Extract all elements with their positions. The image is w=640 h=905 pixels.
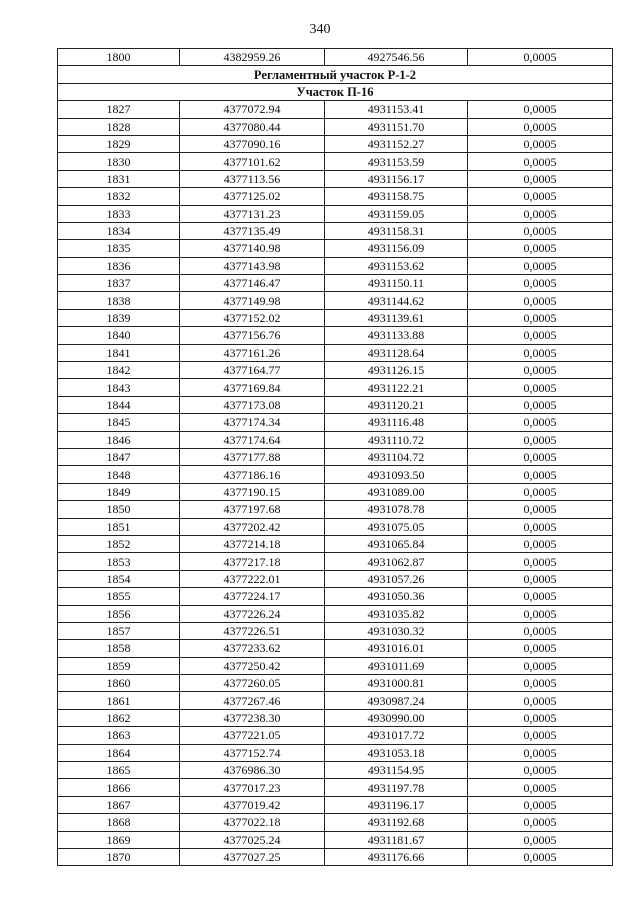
y-coordinate: 4931116.48 <box>325 414 468 431</box>
y-coordinate: 4931196.17 <box>325 796 468 813</box>
y-coordinate: 4931158.75 <box>325 188 468 205</box>
accuracy-value: 0,0005 <box>468 762 613 779</box>
point-number: 1841 <box>58 344 180 361</box>
y-coordinate: 4931104.72 <box>325 448 468 465</box>
accuracy-value: 0,0005 <box>468 240 613 257</box>
x-coordinate: 4377113.56 <box>180 170 325 187</box>
x-coordinate: 4377238.30 <box>180 709 325 726</box>
point-number: 1868 <box>58 814 180 831</box>
point-number: 1851 <box>58 518 180 535</box>
x-coordinate: 4377125.02 <box>180 188 325 205</box>
x-coordinate: 4377143.98 <box>180 257 325 274</box>
y-coordinate: 4931093.50 <box>325 466 468 483</box>
accuracy-value: 0,0005 <box>468 483 613 500</box>
y-coordinate: 4931075.05 <box>325 518 468 535</box>
y-coordinate: 4931156.17 <box>325 170 468 187</box>
table-row <box>58 205 613 222</box>
accuracy-value: 0,0005 <box>468 640 613 657</box>
x-coordinate: 4377156.76 <box>180 327 325 344</box>
y-coordinate: 4931078.78 <box>325 501 468 518</box>
accuracy-value: 0,0005 <box>468 153 613 170</box>
point-number: 1853 <box>58 553 180 570</box>
accuracy-value: 0,0005 <box>468 275 613 292</box>
accuracy-value: 0,0005 <box>468 135 613 152</box>
point-number: 1835 <box>58 240 180 257</box>
accuracy-value: 0,0005 <box>468 657 613 674</box>
x-coordinate: 4377233.62 <box>180 640 325 657</box>
table-row <box>58 518 613 535</box>
x-coordinate: 4377226.51 <box>180 622 325 639</box>
x-coordinate: 4377146.47 <box>180 275 325 292</box>
y-coordinate: 4927546.56 <box>325 49 468 66</box>
table-row <box>58 344 613 361</box>
y-coordinate: 4930987.24 <box>325 692 468 709</box>
x-coordinate: 4377027.25 <box>180 848 325 865</box>
table-row <box>58 118 613 135</box>
table-row <box>58 831 613 848</box>
accuracy-value: 0,0005 <box>468 675 613 692</box>
table-row <box>58 675 613 692</box>
accuracy-value: 0,0005 <box>468 362 613 379</box>
point-number: 1860 <box>58 675 180 692</box>
x-coordinate: 4377025.24 <box>180 831 325 848</box>
y-coordinate: 4931017.72 <box>325 727 468 744</box>
y-coordinate: 4931122.21 <box>325 379 468 396</box>
accuracy-value: 0,0005 <box>468 501 613 518</box>
x-coordinate: 4377131.23 <box>180 205 325 222</box>
y-coordinate: 4930990.00 <box>325 709 468 726</box>
y-coordinate: 4931153.62 <box>325 257 468 274</box>
point-number: 1836 <box>58 257 180 274</box>
y-coordinate: 4931110.72 <box>325 431 468 448</box>
x-coordinate: 4377161.26 <box>180 344 325 361</box>
table-row <box>58 483 613 500</box>
table-row <box>58 814 613 831</box>
table-row <box>58 327 613 344</box>
point-number: 1842 <box>58 362 180 379</box>
y-coordinate: 4931150.11 <box>325 275 468 292</box>
point-number: 1862 <box>58 709 180 726</box>
point-number: 1863 <box>58 727 180 744</box>
point-number: 1845 <box>58 414 180 431</box>
x-coordinate: 4377101.62 <box>180 153 325 170</box>
table-row <box>58 292 613 309</box>
point-number: 1869 <box>58 831 180 848</box>
x-coordinate: 4377169.84 <box>180 379 325 396</box>
table-row <box>58 49 613 66</box>
point-number: 1867 <box>58 796 180 813</box>
x-coordinate: 4377202.42 <box>180 518 325 535</box>
table-row <box>58 709 613 726</box>
point-number: 1855 <box>58 588 180 605</box>
accuracy-value: 0,0005 <box>468 327 613 344</box>
table-row <box>58 135 613 152</box>
table-row <box>58 657 613 674</box>
accuracy-value: 0,0005 <box>468 379 613 396</box>
y-coordinate: 4931139.61 <box>325 309 468 326</box>
table-row <box>58 379 613 396</box>
x-coordinate: 4377152.02 <box>180 309 325 326</box>
y-coordinate: 4931030.32 <box>325 622 468 639</box>
table-row <box>58 762 613 779</box>
accuracy-value: 0,0005 <box>468 257 613 274</box>
y-coordinate: 4931192.68 <box>325 814 468 831</box>
y-coordinate: 4931120.21 <box>325 396 468 413</box>
accuracy-value: 0,0005 <box>468 622 613 639</box>
y-coordinate: 4931057.26 <box>325 570 468 587</box>
section-row <box>58 83 613 100</box>
point-number: 1831 <box>58 170 180 187</box>
table-row <box>58 153 613 170</box>
accuracy-value: 0,0005 <box>468 605 613 622</box>
x-coordinate: 4376986.30 <box>180 762 325 779</box>
table-row <box>58 448 613 465</box>
y-coordinate: 4931011.69 <box>325 657 468 674</box>
table-row <box>58 622 613 639</box>
accuracy-value: 0,0005 <box>468 535 613 552</box>
x-coordinate: 4377267.46 <box>180 692 325 709</box>
accuracy-value: 0,0005 <box>468 692 613 709</box>
y-coordinate: 4931181.67 <box>325 831 468 848</box>
x-coordinate: 4377173.08 <box>180 396 325 413</box>
y-coordinate: 4931176.66 <box>325 848 468 865</box>
table-row <box>58 466 613 483</box>
y-coordinate: 4931000.81 <box>325 675 468 692</box>
accuracy-value: 0,0005 <box>468 414 613 431</box>
table-row <box>58 727 613 744</box>
y-coordinate: 4931159.05 <box>325 205 468 222</box>
table-row <box>58 222 613 239</box>
y-coordinate: 4931197.78 <box>325 779 468 796</box>
y-coordinate: 4931016.01 <box>325 640 468 657</box>
accuracy-value: 0,0005 <box>468 188 613 205</box>
x-coordinate: 4377072.94 <box>180 101 325 118</box>
x-coordinate: 4377149.98 <box>180 292 325 309</box>
x-coordinate: 4377080.44 <box>180 118 325 135</box>
accuracy-value: 0,0005 <box>468 205 613 222</box>
accuracy-value: 0,0005 <box>468 779 613 796</box>
table-row <box>58 605 613 622</box>
point-number: 1864 <box>58 744 180 761</box>
table-row <box>58 188 613 205</box>
table-row <box>58 170 613 187</box>
table-row <box>58 640 613 657</box>
table-row <box>58 553 613 570</box>
accuracy-value: 0,0005 <box>468 309 613 326</box>
y-coordinate: 4931050.36 <box>325 588 468 605</box>
table-row <box>58 588 613 605</box>
table-row <box>58 692 613 709</box>
y-coordinate: 4931158.31 <box>325 222 468 239</box>
table-row <box>58 501 613 518</box>
table-row <box>58 570 613 587</box>
y-coordinate: 4931128.64 <box>325 344 468 361</box>
point-number: 1866 <box>58 779 180 796</box>
x-coordinate: 4377226.24 <box>180 605 325 622</box>
y-coordinate: 4931154.95 <box>325 762 468 779</box>
y-coordinate: 4931153.59 <box>325 153 468 170</box>
point-number: 1837 <box>58 275 180 292</box>
x-coordinate: 4377174.64 <box>180 431 325 448</box>
point-number: 1800 <box>58 49 180 66</box>
x-coordinate: 4377197.68 <box>180 501 325 518</box>
x-coordinate: 4377224.17 <box>180 588 325 605</box>
point-number: 1857 <box>58 622 180 639</box>
x-coordinate: 4377140.98 <box>180 240 325 257</box>
point-number: 1856 <box>58 605 180 622</box>
accuracy-value: 0,0005 <box>468 49 613 66</box>
y-coordinate: 4931133.88 <box>325 327 468 344</box>
accuracy-value: 0,0005 <box>468 101 613 118</box>
accuracy-value: 0,0005 <box>468 814 613 831</box>
accuracy-value: 0,0005 <box>468 553 613 570</box>
point-number: 1838 <box>58 292 180 309</box>
table-row <box>58 309 613 326</box>
point-number: 1858 <box>58 640 180 657</box>
table-row <box>58 275 613 292</box>
point-number: 1843 <box>58 379 180 396</box>
accuracy-value: 0,0005 <box>468 744 613 761</box>
x-coordinate: 4377022.18 <box>180 814 325 831</box>
y-coordinate: 4931126.15 <box>325 362 468 379</box>
table-row <box>58 362 613 379</box>
accuracy-value: 0,0005 <box>468 170 613 187</box>
y-coordinate: 4931089.00 <box>325 483 468 500</box>
accuracy-value: 0,0005 <box>468 431 613 448</box>
section-title-plot: Участок П-16 <box>58 83 613 100</box>
point-number: 1854 <box>58 570 180 587</box>
y-coordinate: 4931035.82 <box>325 605 468 622</box>
point-number: 1859 <box>58 657 180 674</box>
x-coordinate: 4377174.34 <box>180 414 325 431</box>
point-number: 1844 <box>58 396 180 413</box>
table-row <box>58 257 613 274</box>
point-number: 1846 <box>58 431 180 448</box>
table-row <box>58 414 613 431</box>
accuracy-value: 0,0005 <box>468 709 613 726</box>
y-coordinate: 4931153.41 <box>325 101 468 118</box>
x-coordinate: 4377164.77 <box>180 362 325 379</box>
x-coordinate: 4382959.26 <box>180 49 325 66</box>
point-number: 1839 <box>58 309 180 326</box>
y-coordinate: 4931053.18 <box>325 744 468 761</box>
point-number: 1834 <box>58 222 180 239</box>
x-coordinate: 4377186.16 <box>180 466 325 483</box>
point-number: 1852 <box>58 535 180 552</box>
accuracy-value: 0,0005 <box>468 448 613 465</box>
y-coordinate: 4931151.70 <box>325 118 468 135</box>
table-row <box>58 101 613 118</box>
x-coordinate: 4377250.42 <box>180 657 325 674</box>
x-coordinate: 4377019.42 <box>180 796 325 813</box>
accuracy-value: 0,0005 <box>468 831 613 848</box>
accuracy-value: 0,0005 <box>468 588 613 605</box>
x-coordinate: 4377260.05 <box>180 675 325 692</box>
accuracy-value: 0,0005 <box>468 292 613 309</box>
x-coordinate: 4377135.49 <box>180 222 325 239</box>
accuracy-value: 0,0005 <box>468 466 613 483</box>
table-row <box>58 396 613 413</box>
y-coordinate: 4931144.62 <box>325 292 468 309</box>
point-number: 1848 <box>58 466 180 483</box>
x-coordinate: 4377221.05 <box>180 727 325 744</box>
y-coordinate: 4931065.84 <box>325 535 468 552</box>
x-coordinate: 4377152.74 <box>180 744 325 761</box>
point-number: 1870 <box>58 848 180 865</box>
y-coordinate: 4931152.27 <box>325 135 468 152</box>
table-row <box>58 779 613 796</box>
y-coordinate: 4931062.87 <box>325 553 468 570</box>
x-coordinate: 4377190.15 <box>180 483 325 500</box>
accuracy-value: 0,0005 <box>468 344 613 361</box>
accuracy-value: 0,0005 <box>468 796 613 813</box>
point-number: 1832 <box>58 188 180 205</box>
point-number: 1833 <box>58 205 180 222</box>
point-number: 1861 <box>58 692 180 709</box>
point-number: 1847 <box>58 448 180 465</box>
x-coordinate: 4377090.16 <box>180 135 325 152</box>
coordinates-table <box>57 48 613 866</box>
point-number: 1865 <box>58 762 180 779</box>
point-number: 1849 <box>58 483 180 500</box>
x-coordinate: 4377222.01 <box>180 570 325 587</box>
accuracy-value: 0,0005 <box>468 118 613 135</box>
section-row <box>58 66 613 83</box>
x-coordinate: 4377217.18 <box>180 553 325 570</box>
table-row <box>58 535 613 552</box>
table-row <box>58 240 613 257</box>
x-coordinate: 4377214.18 <box>180 535 325 552</box>
accuracy-value: 0,0005 <box>468 848 613 865</box>
accuracy-value: 0,0005 <box>468 727 613 744</box>
accuracy-value: 0,0005 <box>468 518 613 535</box>
point-number: 1840 <box>58 327 180 344</box>
y-coordinate: 4931156.09 <box>325 240 468 257</box>
x-coordinate: 4377017.23 <box>180 779 325 796</box>
table-row <box>58 848 613 865</box>
point-number: 1830 <box>58 153 180 170</box>
point-number: 1829 <box>58 135 180 152</box>
accuracy-value: 0,0005 <box>468 222 613 239</box>
point-number: 1828 <box>58 118 180 135</box>
point-number: 1850 <box>58 501 180 518</box>
accuracy-value: 0,0005 <box>468 396 613 413</box>
accuracy-value: 0,0005 <box>468 570 613 587</box>
table-row <box>58 431 613 448</box>
point-number: 1827 <box>58 101 180 118</box>
section-title-regulated: Регламентный участок Р-1-2 <box>58 66 613 83</box>
table-row <box>58 796 613 813</box>
table-row <box>58 744 613 761</box>
page-number: 340 <box>309 22 331 37</box>
x-coordinate: 4377177.88 <box>180 448 325 465</box>
